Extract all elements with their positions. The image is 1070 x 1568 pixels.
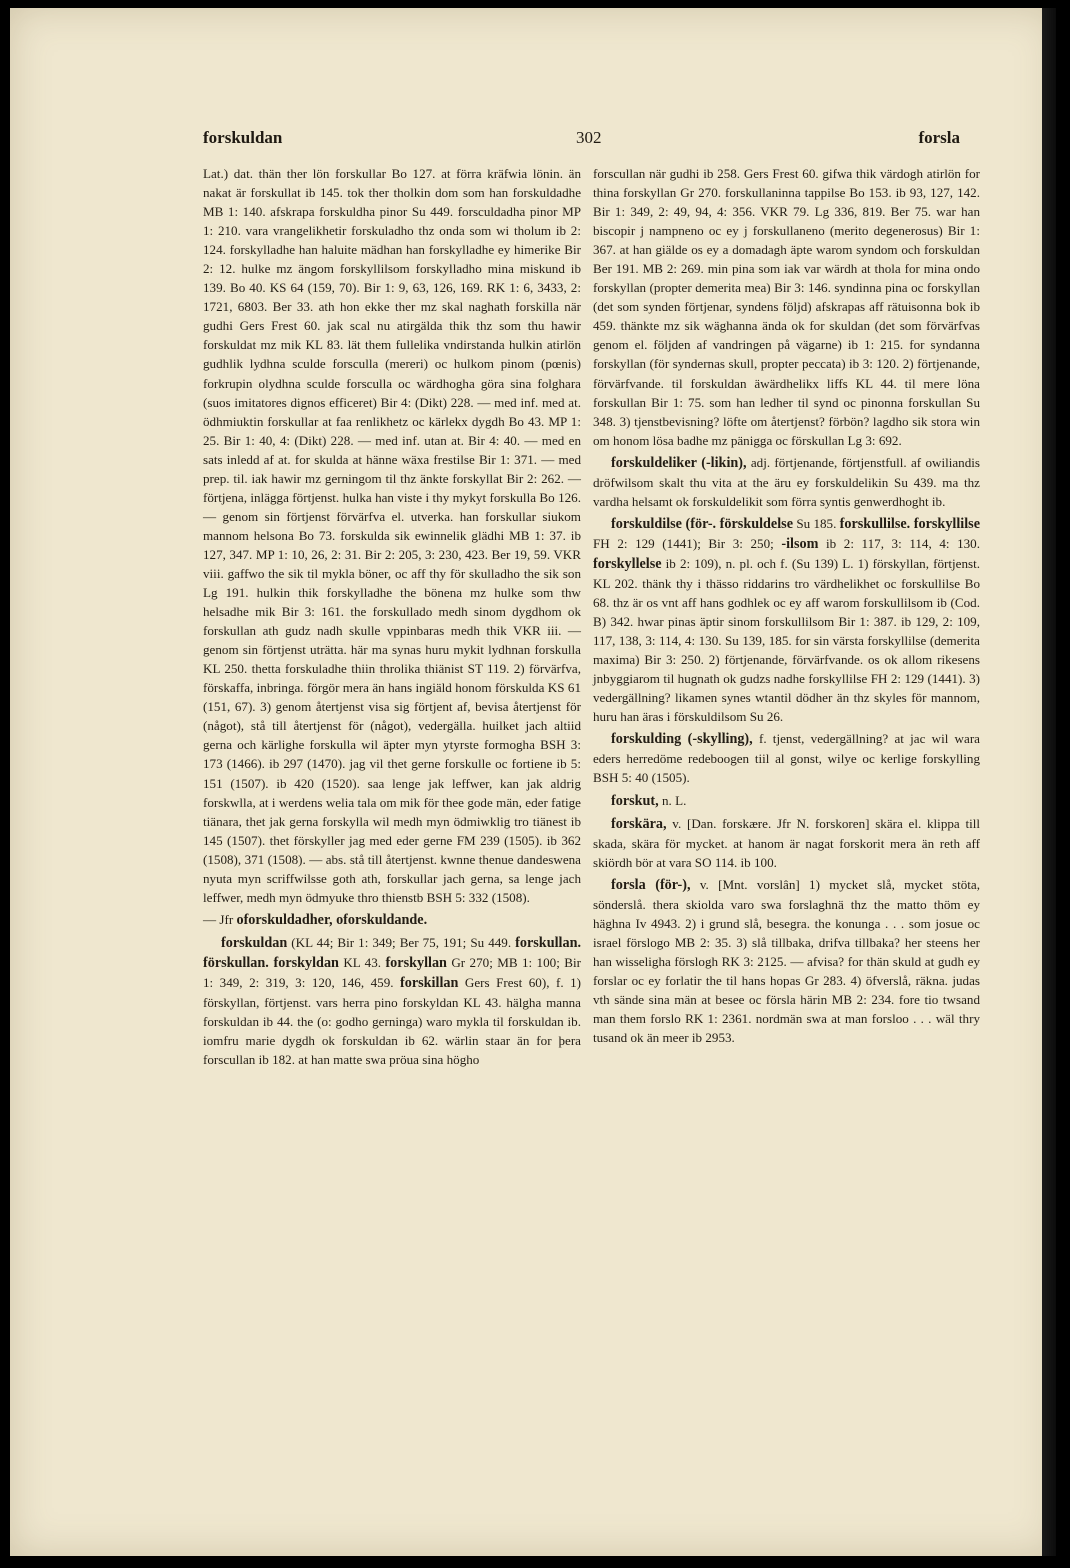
- entry-forskut: [593, 791, 980, 811]
- running-header: [203, 128, 960, 154]
- entry-text: (KL 44; Bir 1: 349; Ber 75, 191; Su 449.: [291, 934, 512, 950]
- entry-forskuldan: [203, 933, 581, 1069]
- header-left-guideword: forskuldan: [203, 128, 283, 147]
- headword: forskuldeliker (-likin),: [611, 454, 747, 471]
- headword: forskut,: [611, 792, 659, 809]
- headword: forskulding (-skylling),: [611, 731, 753, 748]
- entry-text: Gers Frest 60), f. 1) förskyllan, förtjenst. vars herra pino forskyldan KL 43. hälgha manna forskuldan ib 44. the (o: godho gerninga) waro mykla til forskuldan ib. iomfru marie dygdh ok forskuldan ib 62. wärlin staar än for þera forscullan ib 182. at han matte swa pröua sina högho: [203, 974, 581, 1068]
- page-number: 302: [576, 128, 602, 147]
- entry-forskulla-continued: Lat.) dat. thän ther lön forskullar Bo 127. at förra kräfwia lönin. än nakat är forskullat ib 145. tok ther tholkin dom som han forskuldadhe MB 1: 140. afskrapa forskuldha pinor Su 449. forsculdadha pinor MP 1: 210. vara vrangelikhetir forskuladho thz onda som wi tholum ib 2: 124. forskylladhe han haluite mädhan han forskylladhe ey himerike Bir 2: 12. hulke mz ängom forskyllilsom forskylladho mina miskund ib 139. Bo 40. KS 64 (159, 70). Bir 1: 9, 63, 126, 169. RK 1: 6, 3433, 2: 1721, 6803. Ber 33. ath hon ekke ther mz skal naghath forskilla när gudhi Gers Frest 60. jak scal nu atirgälda thik thz som thu hawir forskuldat mz mik KL 83. lät them fullelika vndirstanda hulkin atirlön gudhlik lydhna sculde forsculla (mereri) oc hulkom pinom (pœnis) forkrupin olydhna sculde forsculla oc wärdhogha göra sina folghara (suos imitatores dignos efficeret) Bir 4: (Dikt) 228. — med inf. med at. ödhmiuktin forskullar at faa renlikhetz oc kärlekx dygdh Bo 43. MP 1: 25. Bir 1: 40, 4: (Dikt) 228. — med inf. utan at. Bir 4: 40. — med en sats inledd af at. for skulda at hänne wäxa frestilse Bir 1: 371. — med prep. til. iak hawir mz gerningom til thz änkte forskyllat Bir 2: 262. — förtjena, inlägga förtjenst. hulka han viste i thy mykyt forskulla Bo 126. — genom sin förtjenst förvärfva el. utverka. han forskullar siukom mannom helsona Bo 73. forskulda sik ewinnelik glädhi MB 1: 37. ib 127, 347. MP 1: 10, 26, 2: 31. Bir 2: 205, 3: 230, 423. Ber 19, 59. VKR viii. gaffwo the sik til mykla böner, oc aff thy för skulladho the sik son Lg 191. hulkin thik forskylladhe the bönena mz hulke som thw helsadhe mik Bir 3: 161. the forskullado medh sinom dygdhom ok forskullan ath gudz nadh skulle vppinbaras medh thik VKR iii. — genom sin förtjenst uträtta. här ma synas huru mykit lydhnan forskulla KL 250. thetta forskuladhe thiin throlika thiänist ST 119. 2) förvärfva, förskaffa, inbringa. förgör mera än hans ingiäld honom förskulda KS 61 (151, 67). 3) genom återtjenst visa sig förtjent af, bevisa återtjenst för (något), stå till återtjenst för (något), vedergälla. huilket jach altiid gerna och kärlighe forskulla wil äpter myn ytyrste formogha BSH 3: 173 (1466). ib 297 (1470). jag vil thet gerne forskulle oc fortiene ib 5: 151 (1507). ib 420 (1520). saa lenge jak leffwer, kan jak aldrig forskwlla, at i werdens welia tala om mik för thee gode män, eder fatige tiänara, thet jak gerna forskylla wil medh myn ödmiwklig tro tiänest ib 145 (1507). thet förskyller jag med eder gerne FM 239 (1505). ib 362 (1508), 371 (1508). — abs. stå till återtjenst. kwnne thenue dandeswena nyuta myn scriffwilsse goth ath, forskullar jach gerna, sa lenge jach leffwer, medh myn ödmyuke thro thienstb BSH 5: 332 (1508).: [203, 166, 581, 905]
- entry-text: ib 2: 117, 3: 114, 4: 130.: [826, 535, 980, 551]
- variant-forms: forskillan: [400, 974, 459, 991]
- entry-text: n. L.: [661, 792, 687, 808]
- entry-text: v. [Mnt. vorslân] 1) mycket slå, mycket stöta, sönderslå. thera skiolda varo swa forslaghnä thz the matto thöm ey häghna Iv 4943. 2) i grund slå, besegra. the konunga . . . som josue oc israel förslogo MB 2: 35. 3) slå tillbaka, drifva tillbaka? her steens her han wisseligha förslogh RK 3: 2125. — afvisa? for thän skuld at gudh ey forslar oc ey forlatir the til hans hopas Gr 283. 4) öfverslå, räkna. judas vth sände sina män at besee oc försla härin MB 2: 234. fore tio twsand man them forslo RK 1: 2361. nordmän swa at man forsloo . . . wäl thry tusand ok än meer ib 2953.: [593, 876, 981, 1046]
- entry-text: Gr 270; MB 1: 100; Bir 1: 349, 2: 319, 3: 120, 146, 459.: [203, 954, 581, 990]
- right-column: [593, 164, 980, 1047]
- entry-text: Su 185.: [796, 515, 837, 531]
- headword: forskuldan: [221, 934, 288, 951]
- entry-text: v. [Dan. forskære. Jfr N. forskoren] skära el. klippa till skada, skära för mycket. at hanom är nagat forskorit mera än reth aff skiördh bör at vara SO 114. ib 100.: [593, 815, 980, 870]
- entry-forskuldilse: [593, 514, 980, 727]
- entry-text: f. tjenst, vedergällning? at jac wil wara eders herredöme redeboogen tiil al gonst, wilye oc kerlige forskylling BSH 5: 40 (1505).: [593, 731, 980, 786]
- variant-forms: -ilsom: [781, 535, 819, 552]
- cross-reference: [203, 910, 581, 930]
- entry-forsla: [593, 875, 980, 1047]
- variant-forms: forskyllan: [385, 954, 447, 971]
- headword: forskuldilse (för-. förskuldelse: [611, 515, 793, 532]
- entry-text: KL 43.: [343, 954, 382, 970]
- header-right-guideword: forsla: [918, 128, 960, 147]
- scan-edge: [1042, 8, 1056, 1556]
- headword: forsla (för-),: [611, 876, 691, 893]
- entry-forskuldan-continued: forscullan när gudhi ib 258. Gers Frest 60. gifwa thik värdogh atirlön for thina forskyllan Gr 270. forskullaninna tappilse Bo 153. ib 93, 127, 142. Bir 1: 349, 2: 49, 94, 4: 356. VKR 79. Lg 336, 819. Ber 75. war han biscopir j nampneno oc ey j forskullaneno (merito degenerosus) Bir 1: 367. at han giälde os ey a domadagh äpte warom syndom och forskuldan Ber 191. MB 2: 269. min pina som iak var wärdh at thola for mina ondo forskyllan (propter demerita mea) Bir 3: 146. syndinna pina oc forskyllan (det som synden förtjenar, syndens följd) afskrapas aff rätuisonna bok ib 459. thänkte mz sik wäghanna ända ok for skuldan (det som förvärfvas genom el. följden af vandringen på vägarne) ib 1: 215. for syndanna forskyllan (för syndernas skull, propter peccata) ib 3: 120. 2) förtjenande, förvärfvande. til forskuldan äwärdhelikx liffs KL 44. til mere löna forskullan Bir 1: 75. som han ledher til synd oc pinonna forskullan Su 348. 3) tjenstbevisning? löfte om återtjenst? förbön? lagdho sik stora win om honom lösa badhe mz pänigga oc förskullan Lg 3: 692.: [593, 166, 980, 448]
- headword: forskära,: [611, 815, 667, 832]
- variant-forms: forskullan. förskullan. forskyldan: [203, 934, 582, 971]
- jfr-headwords: oforskuldadher, oforskuldande.: [236, 911, 428, 928]
- jfr-prefix: — Jfr: [203, 911, 234, 927]
- entry-forskulding: [593, 729, 980, 787]
- entry-forskara: [593, 814, 980, 872]
- entry-text: adj. förtjenande, förtjenstfull. af owiliandis dröfwilsom skalt thu vita at the äru ey forskuldelikin Su 439. ma thz vardha helsamt ok forskuldelikit som förra syntis genwerdhoght ib.: [593, 454, 980, 509]
- entry-text: FH 2: 129 (1441); Bir 3: 250;: [593, 535, 774, 551]
- entry-forskuldeliker: [593, 453, 980, 511]
- left-column: [203, 164, 581, 1069]
- entry-text: ib 2: 109), n. pl. och f. (Su 139) L. 1) förskyllan, förtjenst. KL 202. thänk thy i thässo riddarins tro värdhelikhet oc forskullilse Bo 68. thz är os vnt aff hans godhlek oc ey aff warom forskullilsom ib (Cod. B) 342. hwar pinas äptir sinom forskullilsom Bir 1: 387. ib 129, 2: 109, 117, 138, 3: 114, 4: 130. Su 139, 185. for sin värsta forskyllilse (demerita maxima) Bir 3: 250. 2) förtjenande, förvärfvande. os ok allom rikesens jnbyggiarom til hugnath ok gudzs nadhe forskyllilse FH 2: 129 (1441). 3) vedergällning? likamen synes wtantil dödher än thz skyles för mannom, huru han äras i förskuldilsom Su 26.: [593, 555, 980, 725]
- variant-forms: forskullilse. forskyllilse: [839, 515, 981, 532]
- variant-forms: forskyllelse: [593, 555, 662, 572]
